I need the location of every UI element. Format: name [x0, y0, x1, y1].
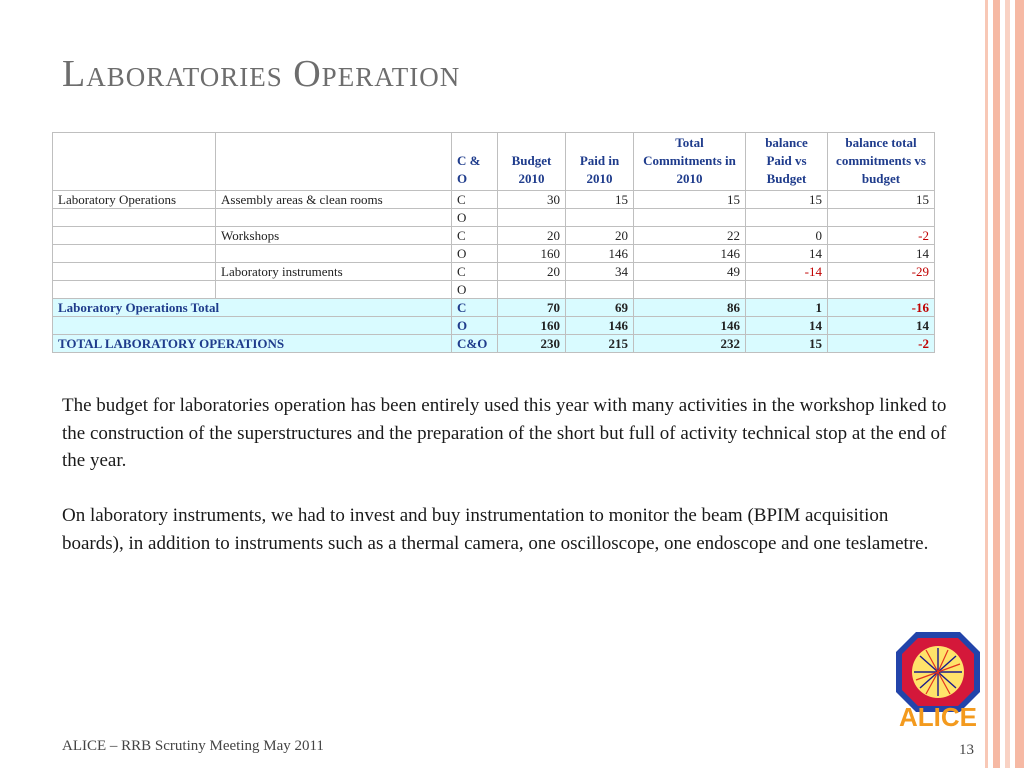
- grand-total-row: [53, 335, 935, 353]
- paid-cell: 146: [566, 245, 634, 263]
- header-cell: Total Commitments in 2010: [634, 133, 746, 191]
- table-row: [53, 209, 935, 227]
- paid-cell: 34: [566, 263, 634, 281]
- balance-paid-cell: -14: [746, 263, 828, 281]
- balance-paid-cell: 14: [746, 245, 828, 263]
- commitments-cell: [634, 281, 746, 299]
- slide-title: Laboratories Operation: [62, 53, 461, 95]
- svg-text:ALICE: ALICE: [899, 702, 977, 730]
- category-cell: [53, 245, 216, 263]
- table-row: [53, 245, 935, 263]
- co-cell: O: [452, 245, 498, 263]
- co-cell: C: [452, 263, 498, 281]
- paid-cell: 15: [566, 191, 634, 209]
- balance-paid-cell: [746, 209, 828, 227]
- balance-commit-cell: 14: [828, 245, 935, 263]
- paid-cell: 20: [566, 227, 634, 245]
- co-cell: O: [452, 317, 498, 335]
- co-cell: O: [452, 281, 498, 299]
- co-cell: O: [452, 209, 498, 227]
- table-header-row: [53, 133, 935, 191]
- paid-cell: 215: [566, 335, 634, 353]
- paid-cell: 69: [566, 299, 634, 317]
- table-row: [53, 281, 935, 299]
- balance-commit-cell: 15: [828, 191, 935, 209]
- balance-commit-cell: -16: [828, 299, 935, 317]
- paid-cell: [566, 209, 634, 227]
- balance-paid-cell: [746, 281, 828, 299]
- balance-commit-cell: -29: [828, 263, 935, 281]
- commitments-cell: 22: [634, 227, 746, 245]
- total-row: [53, 317, 935, 335]
- balance-commit-cell: -2: [828, 335, 935, 353]
- item-cell: [216, 281, 452, 299]
- co-cell: C: [452, 191, 498, 209]
- balance-commit-cell: [828, 209, 935, 227]
- category-cell: [53, 281, 216, 299]
- item-cell: Assembly areas & clean rooms: [216, 191, 452, 209]
- header-cell: [53, 133, 216, 191]
- header-cell: balance total commitments vs budget: [828, 133, 935, 191]
- category-cell: [53, 227, 216, 245]
- category-cell: [53, 209, 216, 227]
- header-cell: balance Paid vs Budget: [746, 133, 828, 191]
- total-label: Laboratory Operations Total: [53, 299, 452, 317]
- balance-paid-cell: 1: [746, 299, 828, 317]
- budget-cell: [498, 209, 566, 227]
- commitments-cell: 146: [634, 245, 746, 263]
- header-cell: Budget 2010: [498, 133, 566, 191]
- balance-paid-cell: 15: [746, 335, 828, 353]
- budget-cell: 160: [498, 317, 566, 335]
- co-cell: C: [452, 227, 498, 245]
- header-cell: [216, 133, 452, 191]
- paid-cell: [566, 281, 634, 299]
- table-row: [53, 263, 935, 281]
- budget-cell: 70: [498, 299, 566, 317]
- item-cell: Workshops: [216, 227, 452, 245]
- budget-cell: 20: [498, 227, 566, 245]
- balance-commit-cell: 14: [828, 317, 935, 335]
- balance-paid-cell: 14: [746, 317, 828, 335]
- co-cell: C&O: [452, 335, 498, 353]
- budget-cell: 30: [498, 191, 566, 209]
- table-row: [53, 227, 935, 245]
- category-cell: [53, 263, 216, 281]
- budget-cell: 160: [498, 245, 566, 263]
- balance-commit-cell: -2: [828, 227, 935, 245]
- header-cell: C & O: [452, 133, 498, 191]
- table-row: [53, 191, 935, 209]
- paragraph-instruments: On laboratory instruments, we had to invest and buy instrumentation to monitor the beam (BPIM acquisition boards), in addition to instruments such as a thermal camera, one oscilloscope, one endoscope and one teslametre.: [62, 505, 929, 554]
- total-label: TOTAL LABORATORY OPERATIONS: [53, 335, 452, 353]
- commitments-cell: 146: [634, 317, 746, 335]
- balance-paid-cell: 0: [746, 227, 828, 245]
- footer-text: ALICE – RRB Scrutiny Meeting May 2011: [62, 738, 324, 754]
- budget-cell: 230: [498, 335, 566, 353]
- item-cell: [216, 245, 452, 263]
- budget-cell: [498, 281, 566, 299]
- commitments-cell: 86: [634, 299, 746, 317]
- commitments-cell: [634, 209, 746, 227]
- total-row: [53, 299, 935, 317]
- commitments-cell: 49: [634, 263, 746, 281]
- item-cell: Laboratory instruments: [216, 263, 452, 281]
- total-label: [53, 317, 452, 335]
- budget-table: [52, 132, 935, 353]
- paid-cell: 146: [566, 317, 634, 335]
- commitments-cell: 232: [634, 335, 746, 353]
- page-number: 13: [959, 742, 974, 758]
- budget-cell: 20: [498, 263, 566, 281]
- header-cell: Paid in 2010: [566, 133, 634, 191]
- commitments-cell: 15: [634, 191, 746, 209]
- category-cell: Laboratory Operations: [53, 191, 216, 209]
- paragraph-budget: The budget for laboratories operation has been entirely used this year with many activities in the workshop linked to the construction of the superstructures and the preparation of the short but full of activity technical stop at the end of the year.: [62, 395, 947, 471]
- item-cell: [216, 209, 452, 227]
- co-cell: C: [452, 299, 498, 317]
- balance-commit-cell: [828, 281, 935, 299]
- balance-paid-cell: 15: [746, 191, 828, 209]
- alice-logo-icon: [886, 626, 990, 730]
